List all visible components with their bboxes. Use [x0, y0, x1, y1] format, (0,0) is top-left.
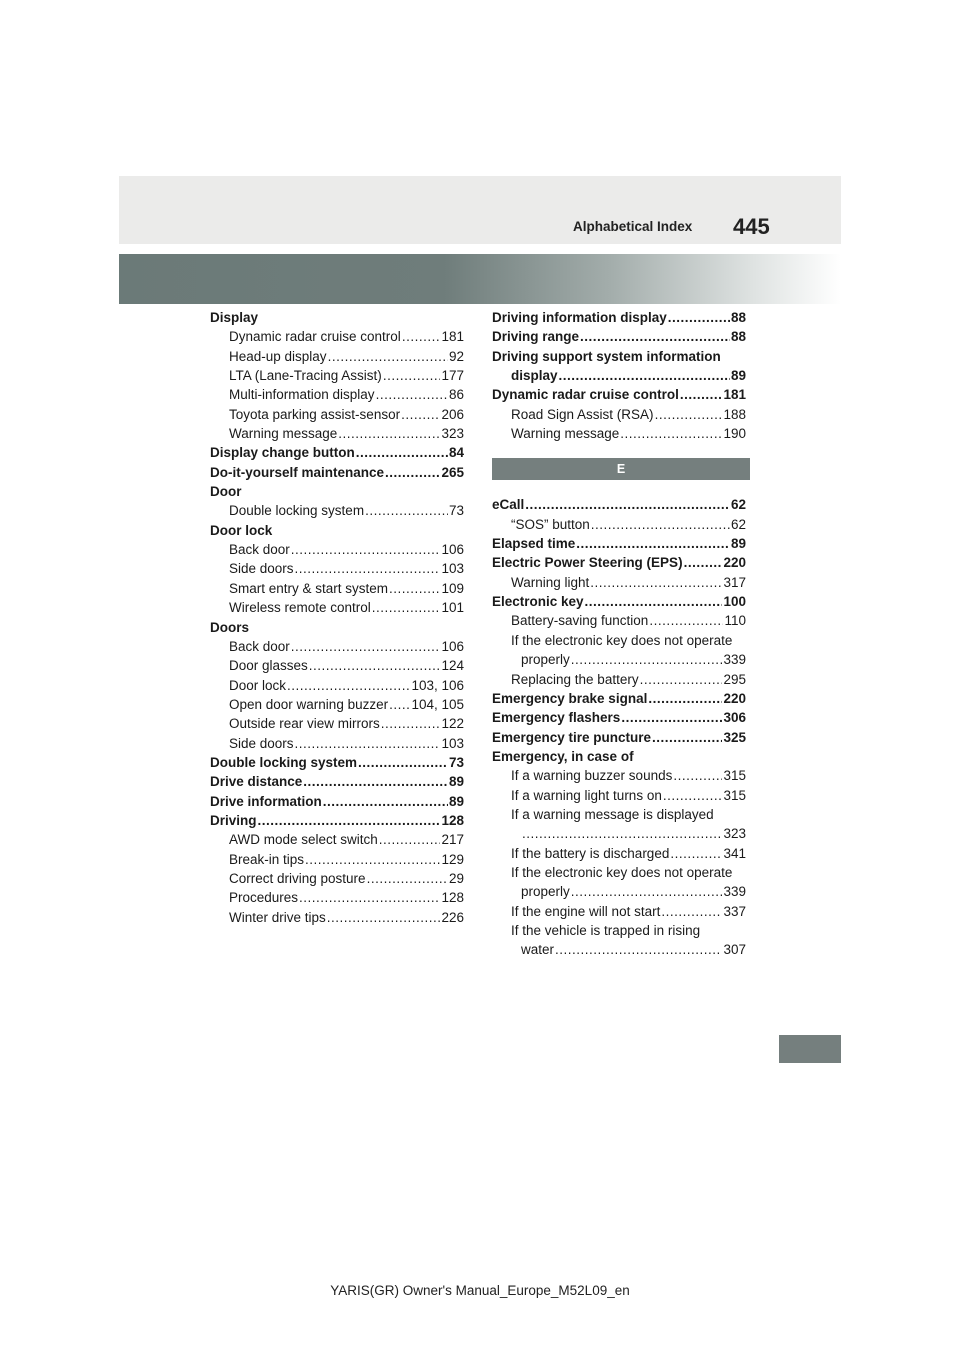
index-heading: [210, 482, 464, 501]
index-entry: [210, 424, 464, 443]
index-entry-label: Outside rear view mirrors: [229, 716, 380, 732]
index-entry-label: display: [511, 368, 558, 384]
page-number: 445: [733, 214, 770, 239]
dot-leader: [576, 534, 730, 553]
index-page-reference: 103: [441, 561, 464, 577]
dot-leader: [571, 882, 723, 901]
index-entry-label: eCall: [492, 497, 525, 513]
index-entry: [210, 637, 464, 656]
index-entries-d-continued: [492, 308, 746, 443]
index-entry-label: Warning message: [229, 426, 338, 442]
index-page-reference: 62: [730, 497, 746, 513]
index-page-reference: 92: [448, 348, 464, 364]
index-entry-label: Door lock: [210, 522, 273, 538]
dot-leader: [585, 592, 723, 611]
index-entry: [492, 327, 746, 346]
index-entry: [492, 366, 746, 385]
index-entry: [210, 734, 464, 753]
index-entry-label: If the electronic key does not operate: [511, 864, 733, 880]
index-entry-label: Head-up display: [229, 348, 327, 364]
index-page-reference: 106: [441, 638, 464, 654]
index-entry-label: Emergency flashers: [492, 710, 621, 726]
dot-leader: [648, 689, 722, 708]
dot-leader: [661, 902, 722, 921]
index-entry: [492, 385, 746, 404]
index-entry-label: Warning light: [511, 574, 590, 590]
index-page-reference: 128: [441, 812, 464, 828]
index-entry-label: AWD mode select switch: [229, 832, 378, 848]
index-entry-label: Emergency tire puncture: [492, 729, 652, 745]
index-page-reference: 73: [448, 503, 464, 519]
index-entry: [492, 882, 746, 901]
dot-leader: [684, 553, 723, 572]
dot-leader: [590, 573, 722, 592]
index-entry-label: Dynamic radar cruise control: [492, 387, 679, 403]
dot-leader: [655, 405, 723, 424]
index-page-reference: 109: [441, 580, 464, 596]
index-entry-label: Dynamic radar cruise control: [229, 329, 401, 345]
section-title: Alphabetical Index: [573, 219, 693, 234]
dot-leader: [652, 728, 722, 747]
dot-leader: [295, 734, 441, 753]
index-entry: [210, 656, 464, 675]
index-entry: [492, 786, 746, 805]
index-entry-label: Toyota parking assist-sensor: [229, 406, 401, 422]
index-page-reference: 177: [441, 368, 464, 384]
dot-leader: [367, 869, 448, 888]
index-entry-label: Do-it-yourself maintenance: [210, 464, 385, 480]
dot-leader: [356, 443, 448, 462]
dot-leader: [291, 637, 441, 656]
footer-manual-id: YARIS(GR) Owner's Manual_Europe_M52L09_en: [330, 1283, 630, 1298]
index-entry-label: If a warning message is displayed: [511, 806, 714, 822]
index-page-reference: 307: [723, 942, 746, 958]
index-entry-label: Drive distance: [210, 774, 303, 790]
index-entry: [210, 579, 464, 598]
dot-leader: [305, 850, 440, 869]
index-entry-label: Door glasses: [229, 658, 308, 674]
index-entry-label: Break-in tips: [229, 851, 305, 867]
index-entry-label: Driving range: [492, 329, 580, 345]
index-entry-label: Door: [210, 484, 242, 500]
index-entry: [492, 940, 746, 959]
index-page-reference: 88: [730, 329, 746, 345]
index-entry-label: Side doors: [229, 735, 294, 751]
index-entry: [492, 553, 746, 572]
dot-leader: [309, 656, 441, 675]
dot-leader: [649, 611, 723, 630]
index-entry: [492, 708, 746, 727]
index-page-reference: 339: [723, 884, 746, 900]
index-entry: [210, 405, 464, 424]
dot-leader: [621, 708, 722, 727]
index-entry-label: Winter drive tips: [229, 909, 326, 925]
index-entry: [210, 869, 464, 888]
index-entry-label: Double locking system: [210, 754, 358, 770]
index-entry-label: Back door: [229, 542, 290, 558]
index-entry: [210, 540, 464, 559]
index-page-reference: 89: [448, 774, 464, 790]
index-heading: [210, 521, 464, 540]
dot-leader: [385, 463, 440, 482]
dot-leader: [383, 366, 441, 385]
index-page-reference: 88: [730, 310, 746, 325]
index-entry: [492, 308, 746, 327]
index-entry-label: properly: [521, 884, 570, 900]
dot-leader: [673, 766, 722, 785]
index-entry-label: Display: [210, 310, 259, 325]
index-entry-label: Procedures: [229, 890, 299, 906]
index-entry-label: Driving support system information: [492, 348, 721, 364]
index-page-reference: 100: [723, 594, 746, 610]
index-page-reference: 220: [723, 555, 746, 571]
index-page-reference: 106: [441, 542, 464, 558]
letter-section-header: E: [492, 458, 750, 480]
index-entry: [492, 728, 746, 747]
index-entry-label: If the battery is discharged: [511, 845, 670, 861]
index-entry-label: Elapsed time: [492, 536, 576, 552]
index-entry-label: Multi-information display: [229, 387, 375, 403]
index-entry: [210, 811, 464, 830]
dot-leader: [571, 650, 723, 669]
index-entry: [210, 598, 464, 617]
index-subheading: [492, 921, 746, 940]
index-entry-label: Doors: [210, 619, 250, 635]
dot-leader: [668, 308, 730, 327]
index-page-reference: 181: [723, 387, 746, 403]
index-entry: [210, 908, 464, 927]
index-entry: [210, 830, 464, 849]
index-page-reference: 104, 105: [411, 696, 464, 712]
index-entry-label: Driving: [210, 812, 257, 828]
index-page-reference: 188: [723, 406, 746, 422]
index-page-reference: 265: [441, 464, 464, 480]
dot-leader: [328, 347, 448, 366]
index-page-reference: 89: [448, 793, 464, 809]
index-entry-label: Replacing the battery: [511, 671, 639, 687]
index-entry: [210, 850, 464, 869]
index-page-reference: 29: [448, 870, 464, 886]
index-page-reference: 323: [723, 826, 746, 842]
index-subheading: [492, 805, 746, 824]
index-entry: [210, 366, 464, 385]
index-entry: [492, 650, 746, 669]
index-entry: [210, 559, 464, 578]
index-entry: [210, 792, 464, 811]
index-page-reference: 84: [448, 445, 464, 461]
dot-leader: [401, 405, 440, 424]
index-entry: [210, 327, 464, 346]
index-page-reference: 226: [441, 909, 464, 925]
index-page-reference: 89: [730, 536, 746, 552]
dot-leader: [389, 579, 440, 598]
dot-leader: [338, 424, 440, 443]
index-entry: [210, 501, 464, 520]
index-page-reference: 129: [441, 851, 464, 867]
index-page-reference: 122: [441, 716, 464, 732]
index-page-reference: 220: [723, 690, 746, 706]
dot-leader: [525, 495, 730, 514]
dot-leader: [559, 366, 730, 385]
index-entry: [210, 443, 464, 462]
index-entry: [492, 424, 746, 443]
dot-leader: [389, 695, 410, 714]
index-entry-label: “SOS” button: [511, 516, 590, 532]
dot-leader: [670, 844, 722, 863]
index-entry: [210, 347, 464, 366]
dot-leader: [381, 714, 441, 733]
dot-leader: [580, 327, 730, 346]
index-entry: [210, 463, 464, 482]
index-page-reference: 62: [730, 516, 746, 532]
index-entry-label: Side doors: [229, 561, 294, 577]
index-page-reference: 181: [441, 329, 464, 345]
index-page-reference: 339: [723, 652, 746, 668]
index-entry-label: Driving information display: [492, 310, 667, 325]
index-page-reference: 101: [441, 600, 464, 616]
dot-leader: [287, 676, 410, 695]
index-entry-label: Battery-saving function: [511, 613, 649, 629]
index-entry-label: Emergency brake signal: [492, 690, 648, 706]
dot-leader: [620, 424, 722, 443]
index-heading: [492, 747, 746, 766]
index-page-reference: 73: [448, 754, 464, 770]
index-entry-label: If a warning buzzer sounds: [511, 768, 673, 784]
dot-leader: [555, 940, 722, 959]
index-entry-label: Warning message: [511, 426, 620, 442]
index-page-reference: 341: [723, 845, 746, 861]
index-page-reference: 306: [723, 710, 746, 726]
index-entry-label: Double locking system: [229, 503, 365, 519]
dot-leader: [295, 559, 441, 578]
index-page-reference: 128: [441, 890, 464, 906]
index-entry: [492, 824, 746, 843]
index-subheading: [492, 631, 746, 650]
chapter-tab: [779, 1035, 841, 1063]
index-entry-label: Drive information: [210, 793, 322, 809]
index-page-reference: 110: [724, 613, 746, 629]
index-entry: [492, 689, 746, 708]
index-entries-e: [492, 495, 746, 959]
index-entry: [492, 534, 746, 553]
index-page-reference: 337: [723, 903, 746, 919]
index-page-reference: 103: [441, 735, 464, 751]
index-entry-label: properly: [521, 652, 570, 668]
index-entry-label: If the electronic key does not operate: [511, 632, 733, 648]
dot-leader: [365, 501, 448, 520]
dot-leader: [358, 753, 448, 772]
index-entry: [210, 888, 464, 907]
index-entry: [492, 592, 746, 611]
index-entry-label: Road Sign Assist (RSA): [511, 406, 654, 422]
dot-leader: [663, 786, 723, 805]
index-entry-label: Emergency, in case of: [492, 748, 634, 764]
index-entry-label: Correct driving posture: [229, 870, 366, 886]
index-column-right: [492, 308, 746, 960]
index-entry-label: If the vehicle is trapped in rising: [511, 922, 701, 938]
index-entry: [492, 405, 746, 424]
index-entry-label: Door lock: [229, 677, 287, 693]
dot-leader: [376, 385, 448, 404]
index-entry-label: Display change button: [210, 445, 355, 461]
index-entry: [492, 611, 746, 630]
index-subheading: [492, 863, 746, 882]
dot-leader: [303, 772, 448, 791]
index-entry: [210, 676, 464, 695]
index-page-reference: 217: [441, 832, 464, 848]
dot-leader: [680, 385, 723, 404]
dot-leader: [327, 908, 441, 927]
index-entry-label: If a warning light turns on: [511, 787, 662, 803]
index-entry-label: water: [521, 942, 555, 958]
dot-leader: [258, 811, 441, 830]
index-entry-label: Wireless remote control: [229, 600, 371, 616]
index-column-left: [210, 308, 464, 927]
dot-leader: [522, 824, 722, 843]
index-page-reference: 317: [723, 574, 746, 590]
dot-leader: [323, 792, 448, 811]
index-entry: [492, 766, 746, 785]
index-entry: [210, 714, 464, 733]
dot-leader: [299, 888, 440, 907]
index-entry-label: LTA (Lane-Tracing Assist): [229, 368, 382, 384]
index-entry-label: If the engine will not start: [511, 903, 661, 919]
dot-leader: [372, 598, 441, 617]
dot-leader: [591, 515, 730, 534]
index-entry-label: Smart entry & start system: [229, 580, 389, 596]
index-page-reference: 103, 106: [411, 677, 464, 693]
index-entry: [210, 385, 464, 404]
index-page-reference: 124: [441, 658, 464, 674]
dot-leader: [640, 670, 723, 689]
index-page-reference: 89: [730, 368, 746, 384]
index-entry: [492, 515, 746, 534]
dot-leader: [402, 327, 441, 346]
index-page-reference: 325: [723, 729, 746, 745]
index-page-reference: 86: [448, 387, 464, 403]
index-page-reference: 323: [441, 426, 464, 442]
index-entry-label: Open door warning buzzer: [229, 696, 389, 712]
index-entry: [210, 695, 464, 714]
index-entry: [492, 495, 746, 514]
index-entry: [492, 844, 746, 863]
gradient-band: [119, 254, 841, 304]
index-heading: [492, 347, 746, 366]
index-heading: [210, 618, 464, 637]
index-entry: [492, 670, 746, 689]
index-page-reference: 206: [441, 406, 464, 422]
index-entry: [210, 753, 464, 772]
index-page-reference: 315: [723, 787, 746, 803]
index-page-reference: 295: [723, 671, 746, 687]
index-entry: [492, 573, 746, 592]
index-heading: [210, 308, 464, 327]
index-entry-label: Back door: [229, 638, 290, 654]
index-entry-label: Electronic key: [492, 594, 584, 610]
index-entry-label: Electric Power Steering (EPS): [492, 555, 683, 571]
dot-leader: [291, 540, 441, 559]
index-page-reference: 315: [723, 768, 746, 784]
dot-leader: [379, 830, 441, 849]
index-entry: [210, 772, 464, 791]
index-page-reference: 190: [723, 426, 746, 442]
index-entry: [492, 902, 746, 921]
